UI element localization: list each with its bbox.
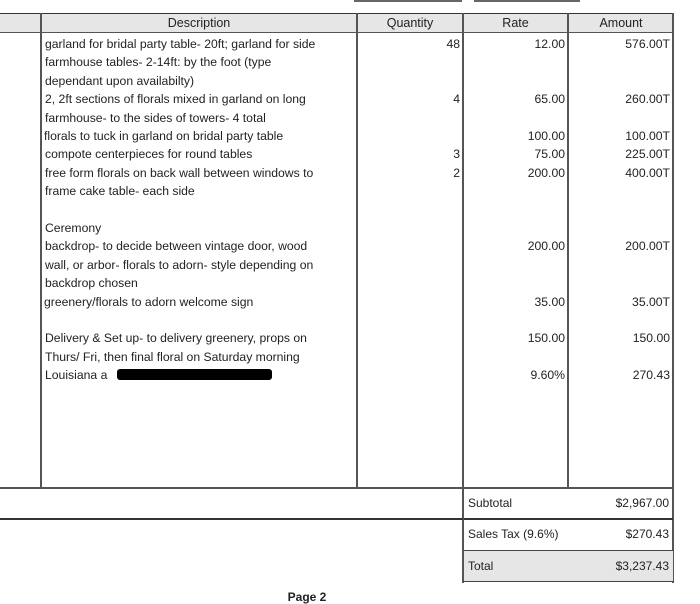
table-row-description (45, 329, 307, 366)
description-line: compote centerpieces for round tables (45, 147, 253, 162)
table-row-amount: 270.43 (632, 368, 670, 383)
table-row-rate: 9.60% (530, 368, 565, 383)
description-line: Thurs/ Fri, then final floral on Saturday morning (45, 349, 300, 364)
table-row-description (45, 237, 313, 292)
subtotal-row (463, 488, 674, 519)
description-line: farmhouse tables- 2-14ft: by the foot (type (45, 55, 272, 70)
table-row-rate: 200.00 (527, 165, 565, 180)
top-field-box-right (474, 0, 580, 2)
description-line: Delivery & Set up- to delivery greenery, props on (45, 331, 307, 346)
redaction-mark (117, 369, 272, 380)
line-items-table (0, 13, 674, 488)
table-row-amount: 150.00 (632, 331, 670, 346)
description-line: Louisiana a (45, 368, 108, 383)
table-row-amount: 100.00T (625, 129, 670, 143)
description-line: frame cake table- each side (45, 184, 195, 199)
table-row-description (45, 366, 107, 384)
header-quantity: Quantity (386, 16, 434, 30)
table-row-rate: 200.00 (527, 239, 565, 254)
table-row-rate: 12.00 (534, 37, 565, 51)
description-line: garland for bridal party table- 20ft; garland for side (45, 37, 316, 51)
table-row-amount: 260.00T (625, 92, 670, 107)
page-number: Page 2 (287, 590, 327, 604)
description-line: farmhouse- to the sides of towers- 4 total (45, 110, 266, 125)
total-row (463, 551, 674, 582)
table-row-description (45, 145, 252, 163)
table-row-rate: 150.00 (527, 331, 565, 346)
table-row-description (45, 164, 313, 201)
table-row-amount: 400.00T (625, 165, 670, 180)
total-value: $3,237.43 (615, 559, 669, 573)
subtotal-label: Subtotal (468, 496, 513, 510)
table-row-amount: 576.00T (625, 37, 670, 51)
description-line: free form florals on back wall between windows to (45, 165, 314, 180)
description-line: 2, 2ft sections of florals mixed in garland on long (45, 92, 306, 107)
header-description: Description (167, 16, 231, 30)
sales-tax-label: Sales Tax (9.6%) (468, 527, 559, 541)
table-row-quantity: 48 (446, 37, 460, 51)
table-row-rate: 35.00 (534, 294, 565, 309)
table-row-amount: 200.00T (625, 239, 670, 254)
table-row-description (45, 35, 315, 90)
total-label: Total (468, 559, 494, 573)
description-line: dependant upon availabilty) (45, 73, 195, 88)
table-row-description (44, 127, 283, 145)
description-line: Ceremony (45, 221, 102, 235)
table-row-amount: 35.00T (632, 294, 670, 309)
column-divider (40, 13, 42, 488)
table-row-rate: 100.00 (527, 129, 565, 143)
sales-tax-row (463, 519, 674, 551)
sales-tax-value: $270.43 (625, 527, 669, 541)
table-row-description (45, 90, 306, 127)
header-amount: Amount (599, 16, 643, 30)
table-row-quantity: 4 (453, 92, 460, 107)
table-row-rate: 65.00 (534, 92, 565, 107)
header-rate: Rate (502, 16, 529, 30)
description-line: backdrop chosen (45, 276, 138, 291)
table-row-quantity: 2 (453, 165, 460, 180)
column-divider (356, 13, 358, 488)
table-row-rate: 75.00 (534, 147, 565, 162)
description-line: backdrop- to decide between vintage door, wood (45, 239, 308, 254)
description-line: wall, or arbor- florals to adorn- style depending on (45, 257, 314, 272)
table-row-description (44, 293, 253, 311)
subtotal-value: $2,967.00 (615, 496, 669, 510)
table-header (0, 13, 674, 33)
table-row-quantity: 3 (453, 147, 460, 162)
description-line: florals to tuck in garland on bridal party table (44, 129, 284, 143)
description-line: greenery/florals to adorn welcome sign (44, 294, 254, 309)
top-field-box-left (354, 0, 462, 2)
table-row-amount: 225.00T (625, 147, 670, 162)
table-row-description (45, 219, 101, 237)
